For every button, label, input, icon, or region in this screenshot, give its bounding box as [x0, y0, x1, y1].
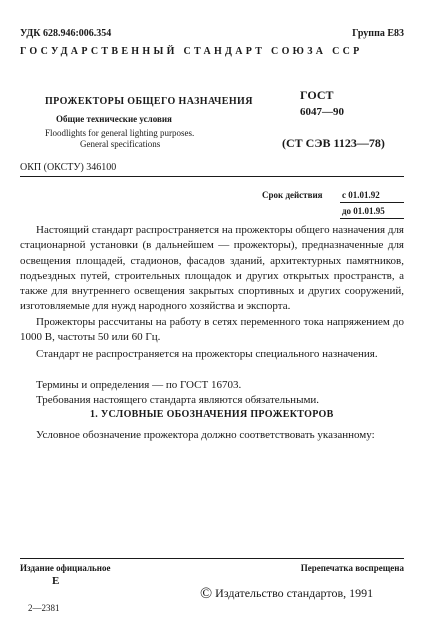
paragraph-scope-text: Настоящий стандарт распространяется на прожекторы общего назначения для стационарной установки (в дальнейшем — прожекторы), предназначенные для освещения площадей, стадионов, фасадов зданий, архитектурных памятников, подъездных путей, строительных площадок и других открытых пространств, а также для внутреннего освещения закрытых спортивных и других сооружений, изготовляемые для нужд народного хозяйства и экспорта. — [20, 224, 404, 313]
copyright-text: Издательство стандартов, 1991 — [215, 586, 374, 600]
validity-divider — [340, 202, 404, 203]
print-code: 2—2381 — [28, 603, 60, 613]
edition-letter: Е — [52, 575, 60, 587]
okp-code: ОКП (ОКСТУ) 346100 — [20, 162, 117, 173]
copyright-icon: © — [200, 585, 213, 602]
validity-label: Срок действия — [262, 190, 323, 200]
paragraph-exclusion-text: Стандарт не распространяется на прожекторы специального назначения. — [36, 348, 378, 360]
validity-from: с 01.01.92 — [342, 190, 380, 200]
paragraph-exclusion — [20, 347, 404, 362]
paragraph-power — [20, 315, 404, 346]
validity-to: до 01.01.95 — [342, 206, 385, 216]
paragraph-scope — [20, 223, 404, 315]
header-divider — [20, 176, 404, 177]
reprint-notice: Перепечатка воспрещена — [300, 563, 404, 573]
document-title: ПРОЖЕКТОРЫ ОБЩЕГО НАЗНАЧЕНИЯ — [45, 96, 253, 107]
paragraph-terms — [20, 378, 404, 393]
paragraph-requirements-text: Требования настоящего стандарта являются обязательными. — [36, 394, 320, 406]
section-heading: 1. УСЛОВНЫЕ ОБОЗНАЧЕНИЯ ПРОЖЕКТОРОВ — [90, 409, 334, 420]
document-subtitle: Общие технические условия — [56, 114, 172, 124]
paragraph-requirements — [20, 393, 404, 408]
paragraph-designation-text: Условное обозначение прожектора должно соответствовать указанному: — [36, 429, 375, 441]
paragraph-power-text: Прожекторы рассчитаны на работу в сетях переменного тока напряжением до 1000 В, частоты 50 или 60 Гц. — [20, 316, 404, 344]
gost-number: 6047—90 — [300, 106, 344, 118]
udk-code: УДК 628.946:006.354 — [20, 28, 112, 39]
validity-underline — [340, 218, 404, 219]
st-sev-reference: (СТ СЭВ 1123—78) — [282, 136, 385, 150]
official-edition: Издание официальное — [20, 563, 111, 573]
english-title-line2: General specifications — [80, 139, 161, 149]
footer-divider — [20, 558, 404, 559]
english-title-line1: Floodlights for general lighting purposes. — [45, 128, 195, 138]
copyright — [200, 585, 373, 603]
group-code: Группа Е83 — [352, 28, 404, 39]
standard-banner: ГОСУДАРСТВЕННЫЙ СТАНДАРТ СОЮЗА ССР — [20, 46, 363, 57]
paragraph-terms-text: Термины и определения — по ГОСТ 16703. — [36, 379, 242, 391]
paragraph-designation — [20, 428, 404, 443]
gost-label: ГОСТ — [300, 88, 334, 102]
